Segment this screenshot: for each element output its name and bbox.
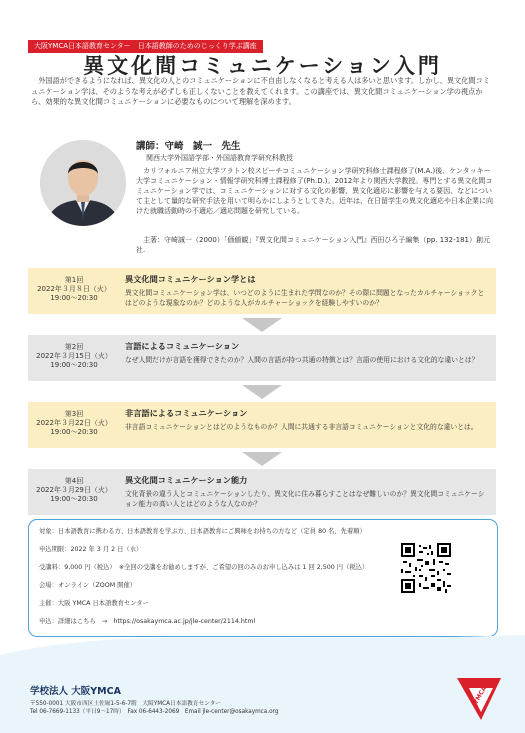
lecturer-affiliation: 関西大学外国語学部・外国語教育学研究科教授: [146, 154, 293, 162]
session-date: 第4回 2022年３月29日（火） 19:00〜20:30: [36, 477, 112, 503]
venue-text: 会場：オンライン（ZOOM 開催）: [39, 582, 137, 589]
apply-link[interactable]: 申込：詳細はこちら → https://osakaymca.ac.jp/jle-center/2114.html: [39, 618, 256, 625]
session-description: 文化背景の違う人とコミュニケーションしたり、異文化に住み暮らすことはなぜ難しいのか？異文化間コミュニケーション能力の高い人とはどのような人なのか？: [125, 490, 485, 508]
header-label: 大阪YMCA日本語教育センター 日本語教師のためのじっくり学ぶ講座: [28, 40, 263, 53]
session-description: なぜ人間だけが言語を獲得できたのか？人間の言語が持つ共通の特徴とは？言語の使用における文化的な違いとは？: [125, 356, 479, 364]
session-title: 言語によるコミュニケーション: [125, 341, 240, 351]
session-date: 第3回 2022年３月22日（火） 19:00〜20:30: [36, 410, 112, 436]
page-title: 異文化間コミュニケーション入門: [83, 54, 442, 78]
session-card: [28, 469, 496, 515]
session-title: 異文化間コミュニケーション能力: [125, 475, 248, 485]
down-arrow-icon: [242, 385, 282, 399]
session-card: [28, 402, 496, 448]
session-title: 非言語によるコミュニケーション: [125, 408, 248, 418]
intro-text: 外国語ができるようになれば、異文化の人とのコミュニケーションに不自由しなくなると考える人は多いと思います。しかし、異文化間コミュニケーション学は、そのような考えが必ずしも正しくないことを教えてくれます。この講座では、異文化間コミュニケーション学の視点から、効果的な異文化間コミュニケーションに必要なものについて理解を深めます。: [31, 76, 490, 107]
footer-wave: [0, 625, 525, 733]
target-text: 対象：日本語教育に携わる方、日本語教育を学ぶ方、日本語教育にご興味をお持ちの方など（定員 80 名、先着順）: [39, 528, 366, 535]
session-description: 異文化間コミュニケーション学は、いつどのように生まれた学問なのか？その際に問題となったカルチャーショックとはどのような現象なのか？どのような人がカルチャーショックを経験しやすいのか？: [125, 289, 485, 307]
org-name: 学校法人 大阪YMCA: [30, 686, 121, 697]
deadline-text: 申込期限：2022 年 3 月 2 日（水）: [39, 546, 143, 553]
portrait-image: [40, 140, 126, 226]
footer-address: 〒550-0001 大阪市西区土佐堀1-5-6-7階 大阪YMCA日本語教育センター Tel 06-7669-1133（平日9〜17時） Fax 06-6443-2069 Email jle-center@osakaymca.org: [30, 701, 279, 715]
fee-text: 受講料：9,000 円（税込） ※全回の受講をお勧めしますが、ご希望の回のみのお申し込みは 1 回 2,500 円（税込）: [39, 564, 369, 571]
down-arrow-icon: [242, 452, 282, 466]
lecturer-name: 講師：守崎 誠一 先生: [136, 141, 241, 152]
qr-code-icon[interactable]: [401, 543, 451, 593]
lecturer-photo: [40, 140, 126, 226]
session-description: 非言語コミュニケーションとはどのようなものか？人間に共通する非言語コミュニケーションと文化的な違いとは。: [125, 423, 478, 431]
session-date: 第1回 2022年３月８日（火） 19:00〜20:30: [37, 276, 111, 302]
host-text: 主催：大阪 YMCA 日本語教育センター: [39, 600, 149, 607]
session-card: [28, 268, 496, 314]
lecturer-works: 主著：守崎誠一（2000）「価値観」『異文化間コミュニケーション入門』西田ひろ子編集（pp. 132-181）創元社.: [136, 236, 490, 254]
session-card: [28, 335, 496, 381]
lecturer-bio: カリフォルニア州立大学フラトン校スピーチコミュニケーション学研究科修士課程修了(M.A.)後、ケンタッキー大学コミュニケーション・情報学研究科博士課程修了(Ph.D.)。2012年より関西大学教授。専門とする異文化間コミュニケーション学では、コミュニケーションに対する文化の影響、異文化適応に影響を与える要因、などについて主として量的な研究手法を用いて明らかにしようとしてきた。近年は、在日留学生の異文化適応や日本企業に向けた就職活動時の不適応／適応問題を研究している。: [136, 167, 493, 215]
session-title: 異文化間コミュニケーション学とは: [125, 274, 256, 284]
info-box: [28, 519, 498, 637]
down-arrow-icon: [242, 318, 282, 332]
session-date: 第2回 2022年３月15日（火） 19:00〜20:30: [36, 343, 112, 369]
svg-text:YMCA: YMCA: [472, 685, 489, 706]
ymca-logo-icon: [453, 672, 505, 724]
